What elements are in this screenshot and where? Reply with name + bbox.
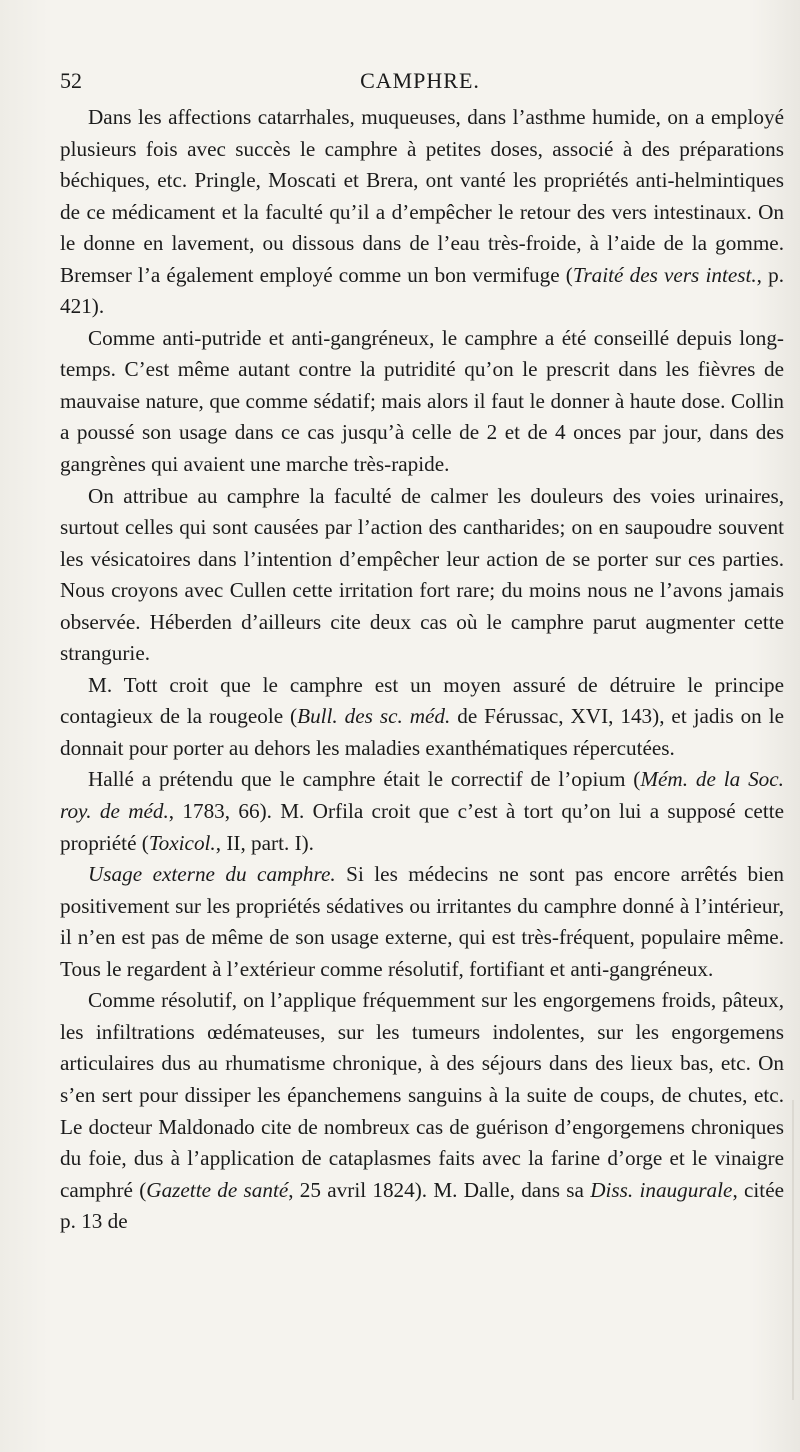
paragraph-text: Dans les affections catarrhales, muqueuses, dans l’asthme humide, on a employé plusieurs fois avec succès le camphre à petites doses, associé à des préparations béchiques, etc. Pringle, Moscati et Brera, ont vanté les propriétés anti-helmintiques de ce médicament et la faculté qu’il a d’empêcher le retour des vers intestinaux. On le donne en lavement, ou dissous dans de l’eau très-froide, à l’aide de la gomme. Bremser l’a également employé comme un bon vermifuge ( (60, 105, 784, 287)
paragraph-text: Comme résolutif, on l’applique fréquemment sur les engorgemens froids, pâteux, les infiltrations œdémateuses, sur les tumeurs indolentes, sur les engorgemens articulaires dus au rhumatisme chronique, à des séjours dans des lieux bas, etc. On s’en sert pour dissiper les épanchemens sanguins à la suite de coups, de chutes, etc. Le docteur Maldonado cite de nombreux cas de guérison d’engorgemens chroniques du foie, dus à l’application de cataplasmes faits avec la farine d’orge et le vinaigre camphré ( (60, 988, 784, 1202)
paragraph-text: , 25 avril 1824). M. Dalle, dans sa (288, 1177, 591, 1202)
paragraph-text: , 1783, 66). M. Orfila croit que c’est à tort qu’on lui a supposé cette propriété ( (60, 799, 784, 855)
citation-title: Bull. des sc. méd. (297, 704, 451, 729)
citation-title: Gazette de santé (146, 1177, 289, 1202)
paragraph-text: On attribue au camphre la faculté de calmer les douleurs des voies urinaires, surtout celles qui sont causées par l’action des cantharides; on en saupoudre souvent les vésicatoires dans l’intention d’empêcher leur action de se porter sur ces parties. Nous croyons avec Cullen cette irritation fort rare; du moins nous ne l’avons jamais observée. Héberden d’ailleurs cite deux cas où le camphre parut augmenter cette strangurie. (60, 483, 784, 666)
running-head (60, 68, 780, 102)
body-text (60, 102, 784, 1238)
paragraph-text: Hallé a prétendu que le camphre était le correctif de l’opium ( (88, 767, 641, 792)
paragraph-antiputride (60, 323, 784, 481)
paragraph-text: , citée p. 13 de (60, 1177, 784, 1234)
paragraph-opium (60, 764, 784, 859)
paragraph-text: , p. 421). (60, 262, 785, 319)
paragraph-text: Si les médecins ne sont pas encore arrêtés bien positivement sur les propriétés sédatives ou irritantes du camphre donné à l’intérieur, il n’en est pas de même de son usage externe, qui est très-fréquent, populaire même. Tous le regardent à l’extérieur comme résolutif, fortifiant et anti-gangréneux. (60, 862, 784, 981)
page-number: 52 (60, 68, 82, 93)
paragraph-text: , II, part. I). (215, 830, 314, 855)
citation-title: Diss. inaugurale (590, 1177, 733, 1202)
citation-title: Mém. de la Soc. roy. de méd. (60, 767, 784, 824)
page-title: CAMPHRE. (360, 68, 480, 93)
paragraph-text: M. Tott croit que le camphre est un moyen assuré de détruire le principe contagieux de la rougeole ( (60, 672, 784, 729)
paragraph-resolutif (60, 985, 784, 1237)
section-heading: Usage externe du camphre. (88, 862, 336, 887)
citation-title: Toxicol. (148, 830, 216, 855)
paragraph-helminths (60, 102, 784, 323)
paragraph-urinary (60, 481, 784, 670)
paragraph-text: de Férussac, XVI, 143), et jadis on le donnait pour porter au dehors les maladies exanthématiques répercutées. (60, 704, 784, 760)
paragraph-rougeole (60, 670, 784, 765)
citation-title: Traité des vers intest. (572, 262, 757, 287)
page-edge-shadow (792, 1100, 794, 1400)
paragraph-usage-externe (60, 859, 784, 985)
paragraph-text: Comme anti-putride et anti-gangréneux, le camphre a été conseillé depuis long-temps. C’est même autant contre la putridité qu’on le prescrit dans les fièvres de mauvaise nature, que comme sédatif; mais alors il faut le donner à haute dose. Collin a poussé son usage dans ce cas jusqu’à celle de 2 et de 4 onces par jour, dans des gangrènes qui avaient une marche très-rapide. (60, 325, 784, 477)
